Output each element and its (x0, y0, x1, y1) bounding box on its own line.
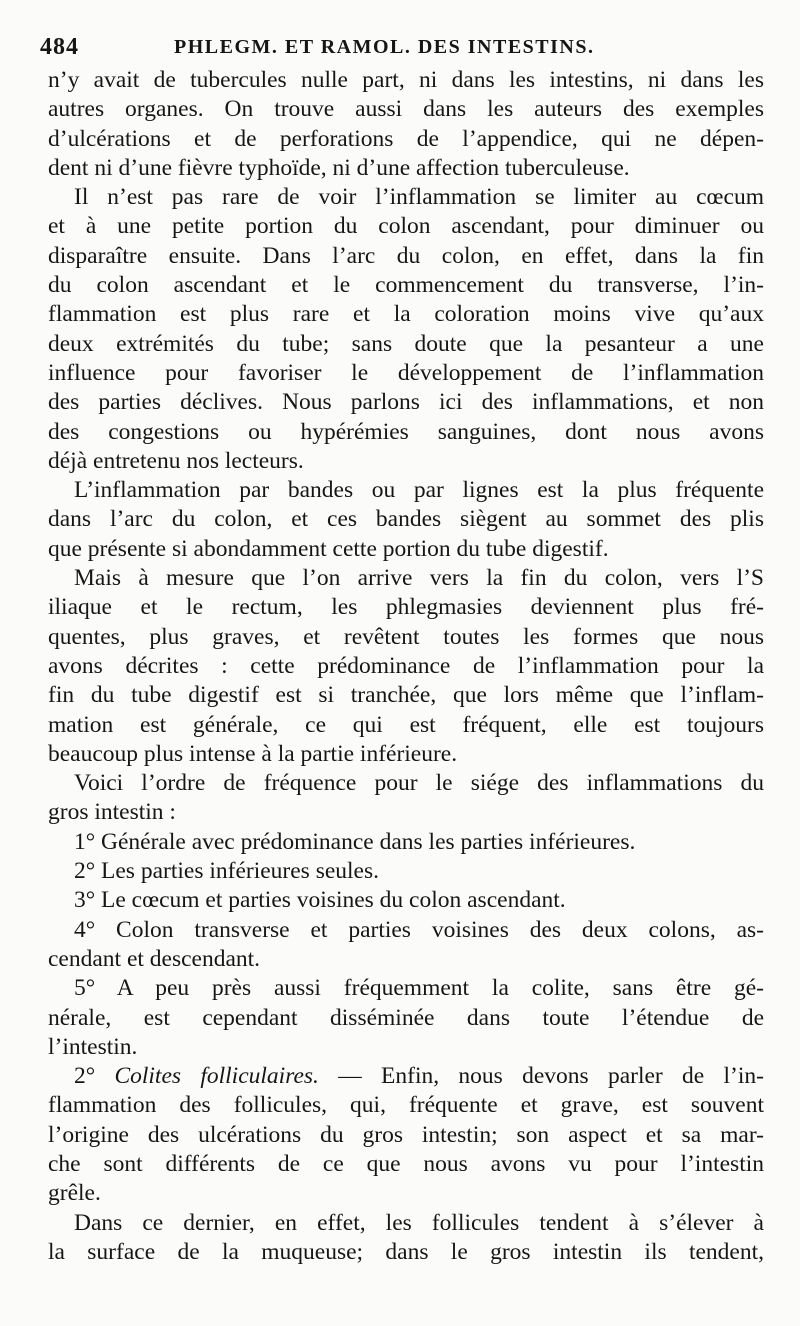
line-text: deux extrémités du tube; sans doute que la pesanteur a une (48, 330, 764, 357)
text-line (48, 769, 764, 798)
text-line (48, 418, 764, 447)
text-line (48, 886, 764, 915)
section-number: 2° (74, 1063, 96, 1090)
line-text: gros intestin : (48, 799, 176, 826)
text-line (48, 623, 764, 652)
text-line (48, 154, 764, 183)
line-text: flammation des follicules, qui, fréquente et grave, est souvent (48, 1092, 764, 1119)
text-line (48, 974, 764, 1003)
text-line (48, 505, 764, 534)
line-text: des parties déclives. Nous parlons ici des inflammations, et non (48, 389, 764, 416)
line-text: déjà entretenu nos lecteurs. (48, 447, 304, 474)
text-line (48, 1004, 764, 1033)
line-text: fin du tube digestif est si tranchée, que lors même que l’inflam- (48, 682, 764, 709)
text-line (48, 1033, 764, 1062)
body-text (48, 66, 764, 1267)
text-line (48, 916, 764, 945)
line-text: 4° Colon transverse et parties voisines des deux colons, as- (74, 916, 764, 943)
line-text: mation est générale, ce qui est fréquent, elle est toujours (48, 711, 764, 738)
line-text: Mais à mesure que l’on arrive vers la fin du colon, vers l’S (74, 565, 764, 592)
line-text: beaucoup plus intense à la partie inférieure. (48, 740, 458, 767)
line-text: autres organes. On trouve aussi dans les auteurs des exemples (48, 96, 764, 123)
line-text: et à une petite portion du colon ascendant, pour diminuer ou (48, 213, 764, 240)
line-text: 5° A peu près aussi fréquemment la colite, sans être gé- (74, 975, 764, 1002)
running-title: PHLEGM. ET RAMOL. DES INTESTINS. (174, 36, 595, 58)
line-text: nérale, est cependant disséminée dans toute l’étendue de (48, 1004, 764, 1031)
text-line (48, 535, 764, 564)
text-line (48, 1091, 764, 1120)
line-text: l’origine des ulcérations du gros intestin; son aspect et sa mar- (48, 1121, 764, 1148)
line-text: Il n’est pas rare de voir l’inflammation se limiter au cœcum (74, 184, 764, 211)
line-text: Voici l’ordre de fréquence pour le siége des inflammations du (74, 770, 764, 797)
line-text: cendant et descendant. (48, 945, 261, 972)
line-text: 1° Générale avec prédominance dans les parties inférieures. (74, 828, 636, 855)
line-text: des congestions ou hypérémies sanguines, dont nous avons (48, 418, 764, 445)
line-text: che sont différents de ce que nous avons vu pour l’intestin (48, 1150, 764, 1177)
line-text: quentes, plus graves, et revêtent toutes les formes que nous (48, 623, 764, 650)
text-line (48, 183, 764, 212)
line-text: dent ni d’une fièvre typhoïde, ni d’une affection tuberculeuse. (48, 154, 630, 181)
text-line (48, 1062, 764, 1091)
line-text: iliaque et le rectum, les phlegmasies deviennent plus fré- (48, 594, 764, 621)
text-line (48, 1121, 764, 1150)
text-line (48, 1209, 764, 1238)
text-line (48, 1238, 764, 1267)
text-line (48, 242, 764, 271)
line-text: grêle. (48, 1180, 101, 1207)
text-line (48, 388, 764, 417)
text-line (48, 945, 764, 974)
text-line (48, 1150, 764, 1179)
text-line (48, 95, 764, 124)
line-text: 2° Les parties inférieures seules. (74, 858, 379, 885)
text-line (48, 828, 764, 857)
text-line (48, 212, 764, 241)
text-line (48, 125, 764, 154)
line-text: influence pour favoriser le développement de l’inflammation (48, 359, 764, 386)
text-line (48, 300, 764, 329)
section-text: — Enfin, nous devons parler de l’in- (338, 1063, 764, 1090)
text-line (48, 593, 764, 622)
line-text: la surface de la muqueuse; dans le gros intestin ils tendent, (48, 1238, 764, 1265)
page-number: 484 (40, 34, 79, 60)
section-heading: Colites folliculaires. (114, 1063, 319, 1090)
text-line (48, 681, 764, 710)
running-head (40, 34, 760, 64)
line-text: du colon ascendant et le commencement du transverse, l’in- (48, 272, 764, 299)
line-text: que présente si abondamment cette portion du tube digestif. (48, 535, 609, 562)
text-line (48, 564, 764, 593)
line-text: d’ulcérations et de perforations de l’appendice, qui ne dépen- (48, 125, 764, 152)
line-text: flammation est plus rare et la coloration moins vive qu’aux (48, 301, 764, 328)
text-line (48, 1179, 764, 1208)
text-line (48, 652, 764, 681)
line-text: Dans ce dernier, en effet, les follicules tendent à s’élever à (74, 1209, 764, 1236)
text-line (48, 798, 764, 827)
line-text: l’intestin. (48, 1033, 138, 1060)
text-line (48, 447, 764, 476)
line-text: L’inflammation par bandes ou par lignes est la plus fréquente (74, 477, 764, 504)
text-line (48, 271, 764, 300)
text-line (48, 66, 764, 95)
line-text: n’y avait de tubercules nulle part, ni dans les intestins, ni dans les (48, 67, 764, 93)
line-text: disparaître ensuite. Dans l’arc du colon, en effet, dans la fin (48, 242, 764, 269)
text-line (48, 740, 764, 769)
line-text: 3° Le cœcum et parties voisines du colon ascendant. (74, 887, 566, 914)
text-line (48, 330, 764, 359)
line-text: avons décrites : cette prédominance de l’inflammation pour la (48, 652, 764, 679)
text-line (48, 857, 764, 886)
line-text: dans l’arc du colon, et ces bandes siègent au sommet des plis (48, 506, 764, 533)
text-line (48, 359, 764, 388)
text-line (48, 476, 764, 505)
text-line (48, 711, 764, 740)
